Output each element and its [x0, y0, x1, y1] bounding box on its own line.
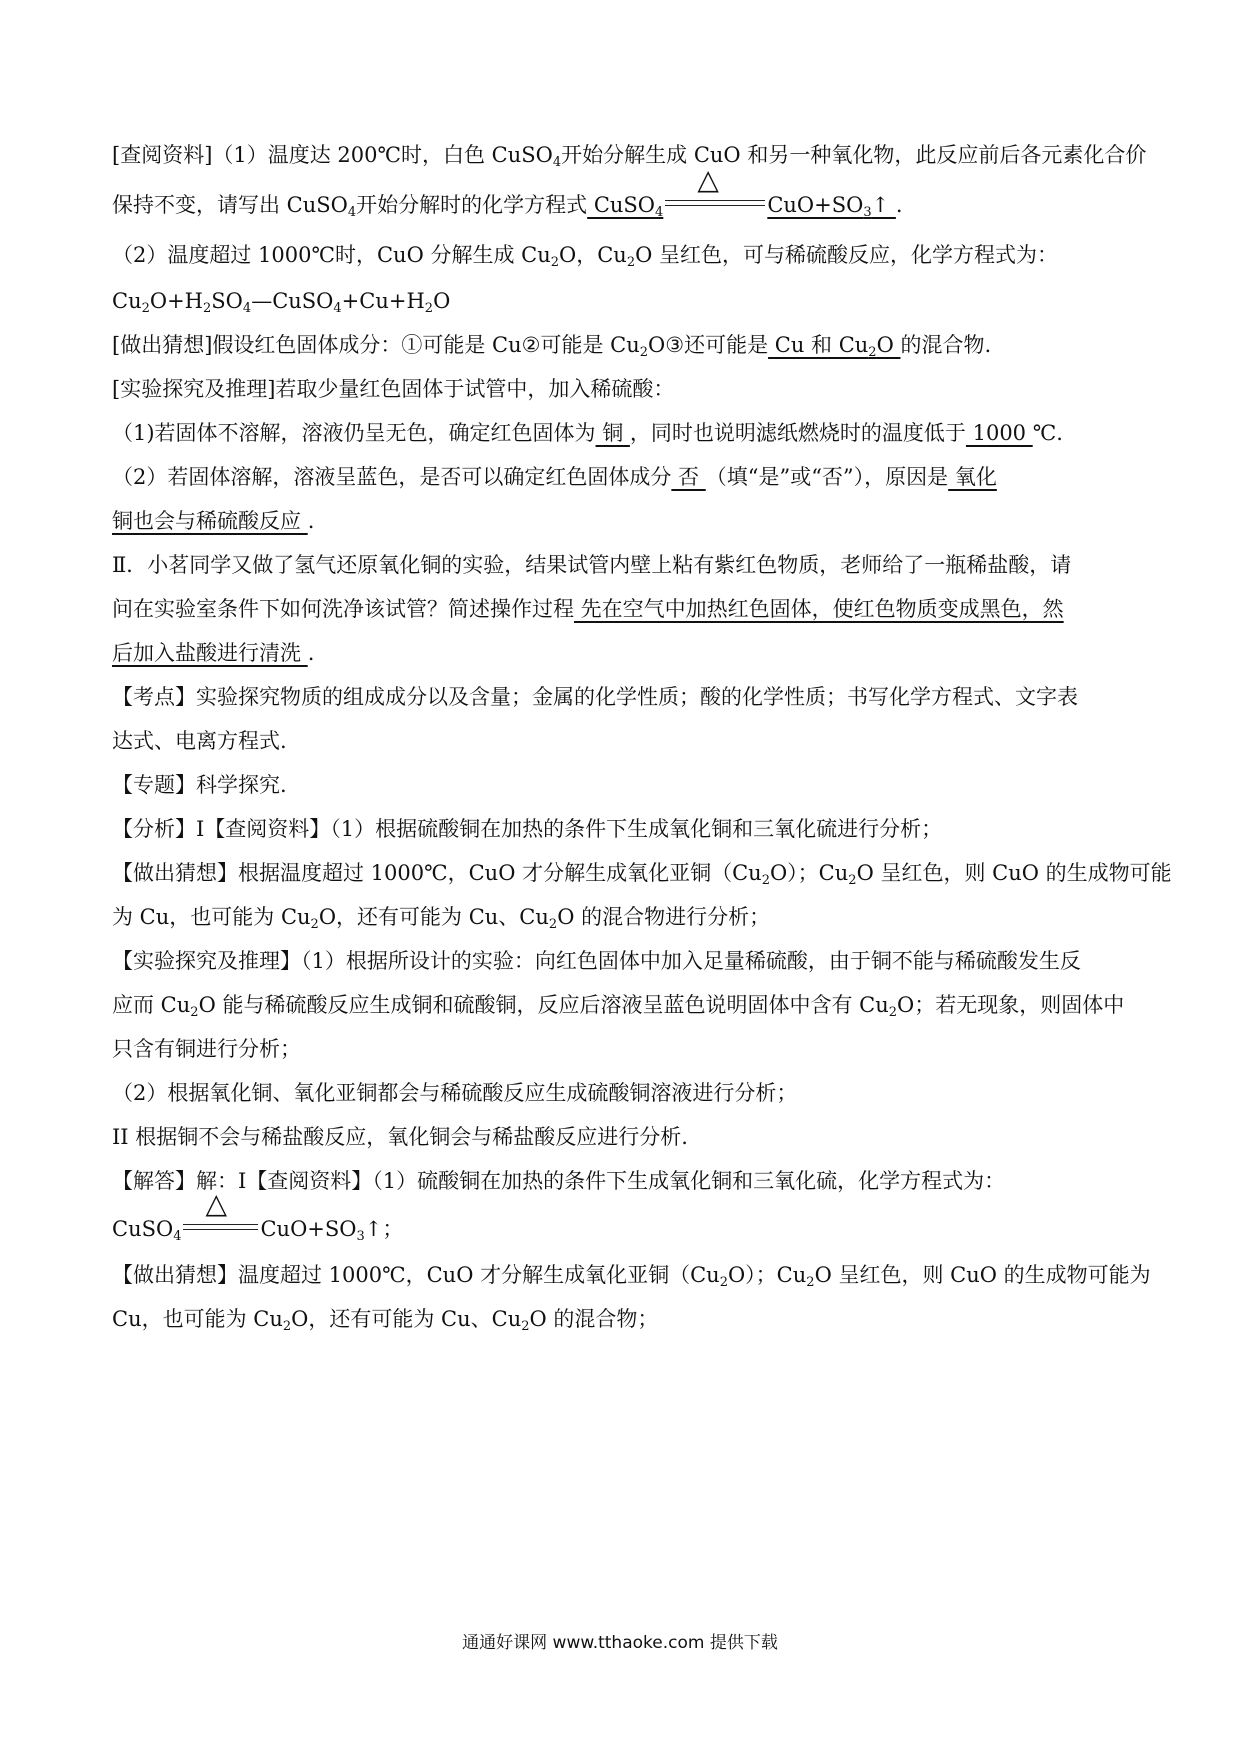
text-line: （2）根据氧化铜、氧化亚铜都会与稀硫酸反应生成硫酸铜溶液进行分析； — [112, 1081, 798, 1105]
text-line: 应而 $Cu_2O$ 能与稀硫酸反应生成铜和硫酸铜，反应后溶液呈蓝色说明固体中含有 $Cu_2O$；若无现象，则固体中 — [112, 993, 1125, 1020]
text-line: （1)若固体不溶解，溶液仍呈无色，确定红色固体为 铜 ，同时也说明滤纸燃烧时的温度低于 1000 ℃. — [112, 421, 1063, 445]
text-line: [实验探究及推理]若取少量红色固体于试管中，加入稀硫酸： — [112, 377, 675, 401]
text-line: [查阅资料]（1）温度达 200℃时，白色 CuSO$_4$开始分解生成 CuO 和另一种氧化物，此反应前后各元素化合价 — [112, 143, 1147, 170]
chemical-equation: CuSO$_4$ △ $CuO+SO_3↑$； — [112, 1187, 404, 1244]
answer-blank: CuSO$_4$ △ $CuO+SO_3↑$ — [587, 163, 896, 220]
text-line: 只含有铜进行分析； — [112, 1037, 301, 1061]
heat-equals-sign — [183, 1187, 258, 1242]
answer-blank: 先在空气中加热红色固体，使红色物质变成黑色，然 — [574, 597, 1064, 621]
text-line: （2）温度超过 1000℃时，CuO 分解生成 $Cu_2O$，$Cu_2O$ 呈红色，可与稀硫酸反应，化学方程式为： — [112, 243, 1058, 270]
text-line: 【分析】Ⅰ【查阅资料】（1）根据硫酸铜在加热的条件下生成氧化铜和三氧化硫进行分析； — [112, 817, 943, 841]
text-line: 【专题】科学探究. — [112, 773, 287, 797]
text-line: 达式、电离方程式. — [112, 729, 287, 753]
text-line: 【做出猜想】根据温度超过 1000℃，CuO 才分解生成氧化亚铜$(Cu_2O)$；$Cu_2O$ 呈红色，则 CuO 的生成物可能 — [112, 861, 1172, 888]
text-line: II 根据铜不会与稀盐酸反应，氧化铜会与稀盐酸反应进行分析. — [112, 1125, 688, 1149]
text-line: 为 Cu，也可能为 $Cu_2O$，还有可能为 Cu、$Cu_2O$ 的混合物进行分析； — [112, 905, 771, 932]
text-line: 【做出猜想】温度超过 1000℃，CuO 才分解生成氧化亚铜$(Cu_2O)$；$Cu_2O$ 呈红色，则 CuO 的生成物可能为 — [112, 1263, 1151, 1290]
page-footer: 通通好课网 www.tthaoke.com 提供下载 — [462, 1633, 778, 1653]
text-line: （2）若固体溶解，溶液呈蓝色，是否可以确定红色固体成分 否 （填“是”或“否”），原因是 氧化 — [112, 465, 997, 489]
answer-blank: 后加入盐酸进行清洗 — [112, 641, 308, 665]
answer-blank: 氧化 — [948, 465, 997, 489]
answer-blank: 否 — [671, 465, 706, 489]
text-line: 【解答】解：Ⅰ【查阅资料】（1）硫酸铜在加热的条件下生成氧化铜和三氧化硫，化学方程式为： — [112, 1169, 1006, 1193]
text-line: 保持不变，请写出 CuSO$_4$开始分解时的化学方程式 CuSO$_4$ △ $CuO+SO_3↑$ . — [112, 163, 903, 220]
triangle-icon: △ — [697, 163, 719, 196]
triangle-icon: △ — [205, 1187, 228, 1220]
chemical-equation: $Cu_2O+H_2SO_4—CuSO_4+Cu+H_2O$ — [112, 289, 451, 316]
text-line: 【实验探究及推理】（1）根据所设计的实验：向红色固体中加入足量稀硫酸，由于铜不能与稀硫酸发生反 — [112, 949, 1081, 973]
text-line: Cu，也可能为 $Cu_2O$，还有可能为 Cu、$Cu_2O$ 的混合物； — [112, 1307, 659, 1334]
text-line: 问在实验室条件下如何洗净该试管？简述操作过程 先在空气中加热红色固体，使红色物质变成黑色，然 — [112, 597, 1064, 621]
text-line: [做出猜想]假设红色固体成分：①可能是 Cu②可能是 $Cu_2O③$还可能是 Cu 和 $Cu_2O$ 的混合物. — [112, 333, 992, 360]
heat-equals-sign — [665, 163, 765, 218]
text-line: 铜也会与稀硫酸反应 . — [112, 509, 315, 533]
answer-blank: 铜也会与稀硫酸反应 — [112, 509, 308, 533]
text-line: 后加入盐酸进行清洗 . — [112, 641, 315, 665]
text-line: 【考点】实验探究物质的组成成分以及含量；金属的化学性质；酸的化学性质；书写化学方程式、文字表 — [112, 685, 1078, 709]
answer-blank: 1000 — [965, 421, 1033, 445]
answer-blank: 铜 — [595, 421, 630, 445]
answer-blank: Cu 和 $Cu_2O$ — [768, 333, 901, 360]
text-line: Ⅱ．小茗同学又做了氢气还原氧化铜的实验，结果试管内壁上粘有紫红色物质，老师给了一瓶稀盐酸，请 — [112, 553, 1072, 577]
